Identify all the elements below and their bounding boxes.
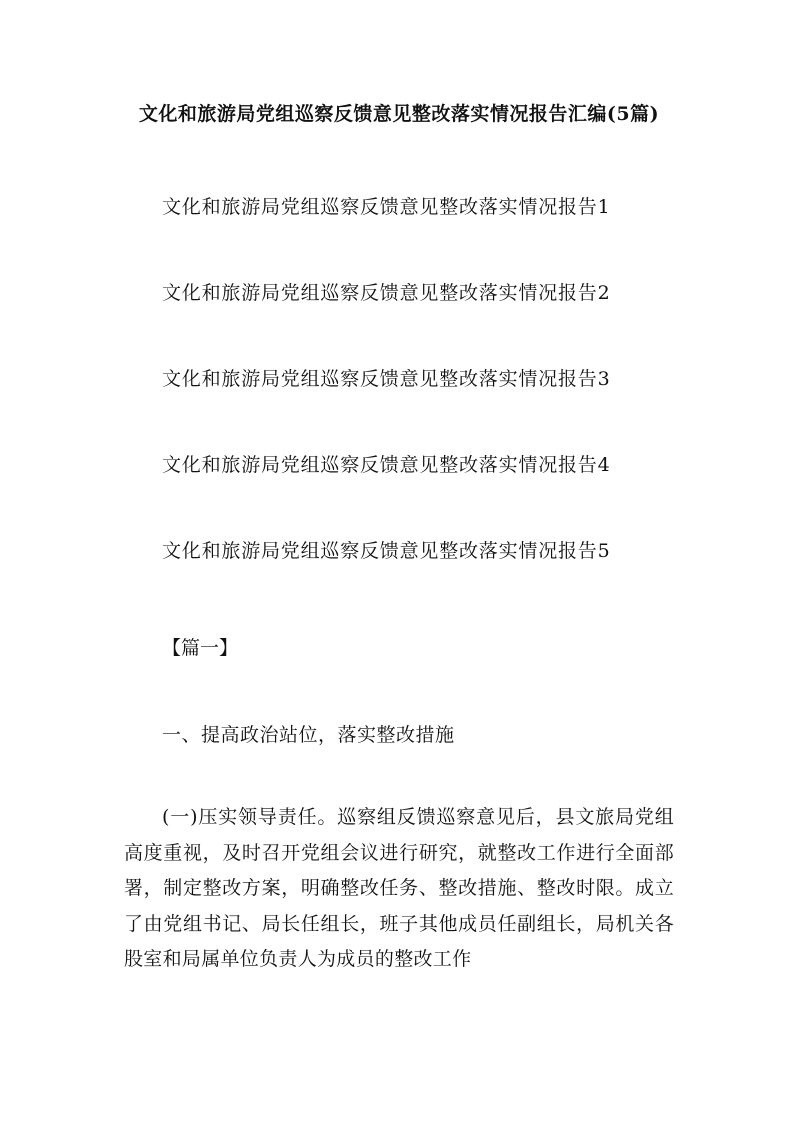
section-marker: 【篇一】 xyxy=(162,637,239,659)
toc-item: 文化和旅游局党组巡察反馈意见整改落实情况报告1 xyxy=(162,196,611,218)
toc-item: 文化和旅游局党组巡察反馈意见整改落实情况报告3 xyxy=(162,368,611,390)
toc-item: 文化和旅游局党组巡察反馈意见整改落实情况报告4 xyxy=(162,454,611,476)
toc-item: 文化和旅游局党组巡察反馈意见整改落实情况报告2 xyxy=(162,282,611,304)
document-title: 文化和旅游局党组巡察反馈意见整改落实情况报告汇编(5篇) xyxy=(138,103,660,125)
body-paragraph: (一)压实领导责任。巡察组反馈巡察意见后，县文旅局党组高度重视，及时召开党组会议进行研究，就整改工作进行全面部署，制定整改方案，明确整改任务、整改措施、整改时限。成立了由党组书记、局长任组长，班子其他成员任副组长，局机关各股室和局属单位负责人为成员的整改工作 xyxy=(124,806,674,970)
toc-item: 文化和旅游局党组巡察反馈意见整改落实情况报告5 xyxy=(162,540,611,562)
table-of-contents xyxy=(162,192,682,622)
section-heading: 一、提高政治站位，落实整改措施 xyxy=(162,724,455,746)
